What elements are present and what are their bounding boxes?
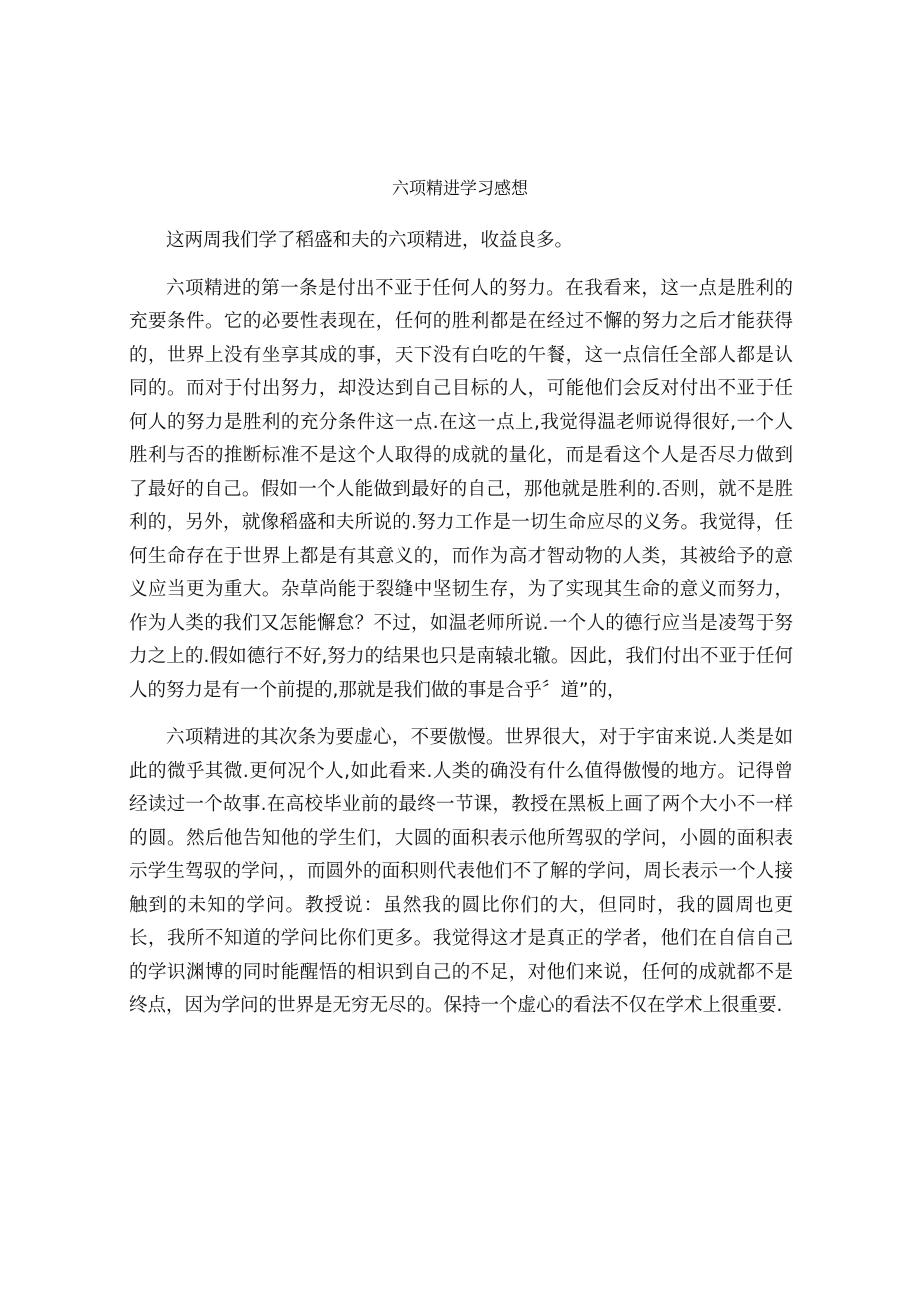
paragraph-second-principle: 六项精进的其次条为要虚心，不要傲慢。世界很大，对于宇宙来说.人类是如此的微乎其微.更何况个人,如此看来.人类的确没有什么值得傲慢的地方。记得曾经读过一个故事.在高校毕业前的最终一节课，教授在黑板上画了两个大小不一样的圆。然后他告知他的学生们，大圆的面积表示他所驾驭的学问，小圆的面积表示学生驾驭的学问，，而圆外的面积则代表他们不了解的学问，周长表示一个人接触到的未知的学问。教授说：虽然我的圆比你们的大，但同时，我的圆周也更长，我所不知道的学问比你们更多。我觉得这才是真正的学者，他们在自信自己的学识渊博的同时能醒悟的相识到自己的不足，对他们来说，任何的成就都不是终点，因为学问的世界是无穷无尽的。保持一个虚心的看法不仅在学术上很重要. [129, 727, 793, 1016]
document-title: 六项精进学习感想 [392, 179, 528, 199]
document-body [129, 224, 793, 1037]
paragraph-intro: 这两周我们学了稻盛和夫的六项精进，收益良多。 [166, 230, 574, 251]
paragraph-first-principle: 六项精进的第一条是付出不亚于任何人的努力。在我看来，这一点是胜利的充要条件。它的必要性表现在，任何的胜利都是在经过不懈的努力之后才能获得的，世界上没有坐享其成的事，天下没有白吃的午餐，这一点信任全部人都是认同的。而对于付出努力，却没达到自己目标的人，可能他们会反对付出不亚于任何人的努力是胜利的充分条件这一点.在这一点上,我觉得温老师说得很好,一个人胜利与否的推断标准不是这个人取得的成就的量化，而是看这个人是否尽力做到了最好的自己。假如一个人能做到最好的自己，那他就是胜利的.否则，就不是胜利的，另外，就像稻盛和夫所说的.努力工作是一切生命应尽的义务。我觉得，任何生命存在于世界上都是有其意义的，而作为高才智动物的人类，其被给予的意义应当更为重大。杂草尚能于裂缝中坚韧生存，为了实现其生命的意义而努力，作为人类的我们又怎能懈怠？不过，如温老师所说.一个人的德行应当是凌驾于努力之上的.假如德行不好,努力的结果也只是南辕北辙。因此，我们付出不亚于任何人的努力是有一个前提的,那就是我们做的事是合乎〞道”的， [129, 277, 793, 701]
